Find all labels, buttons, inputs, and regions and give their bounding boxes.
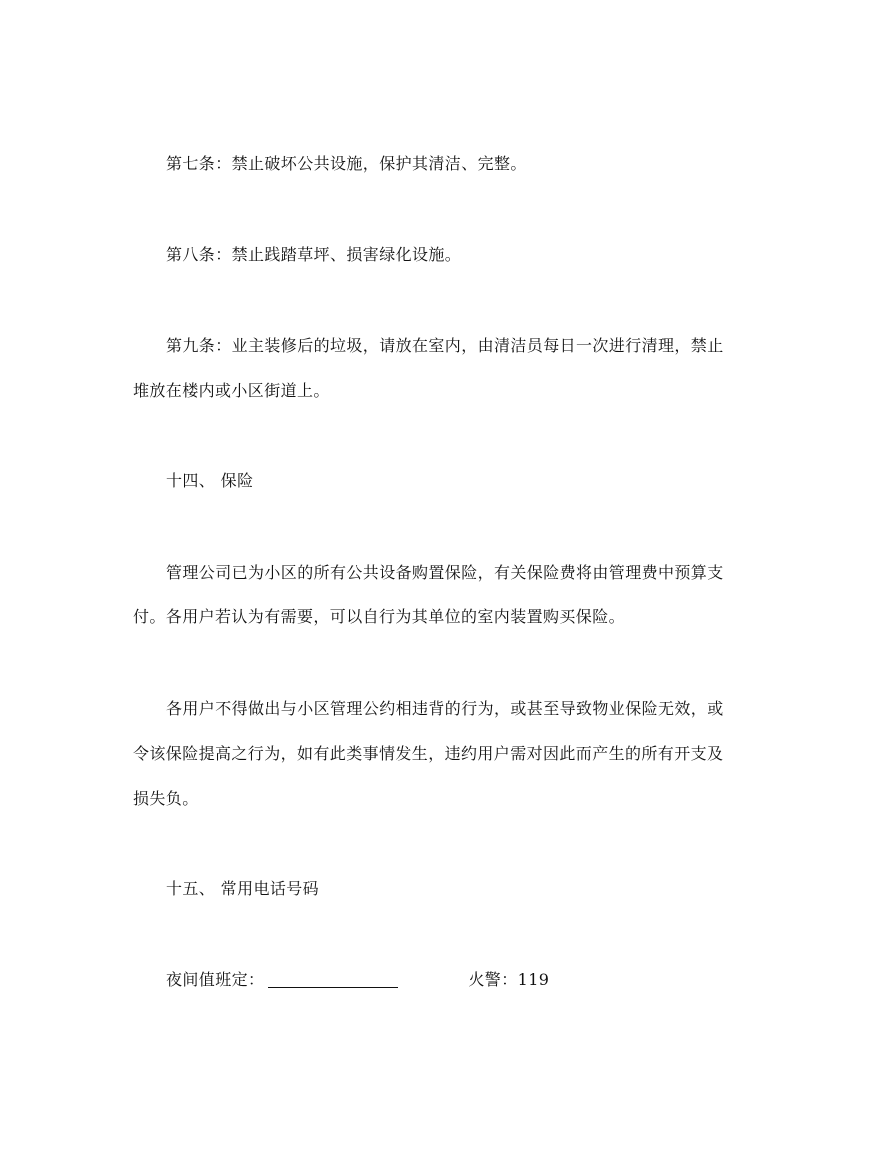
section-15-heading: 十五、 常用电话号码	[166, 879, 320, 898]
section-14-para-2-line-3: 损失负。	[133, 789, 199, 808]
article-9-line-2: 堆放在楼内或小区街道上。	[133, 381, 330, 400]
section-14-heading: 十四、 保险	[166, 471, 254, 490]
section-14-para-1-line-2: 付。各用户若认为有需要，可以自行为其单位的室内装置购买保险。	[133, 607, 626, 626]
article-8: 第八条：禁止践踏草坪、损害绿化设施。	[166, 245, 462, 264]
section-14-para-2-line-2: 令该保险提高之行为，如有此类事情发生，违约用户需对因此而产生的所有开支及	[133, 744, 724, 763]
fire-number: 119	[517, 970, 550, 989]
night-duty-label: 夜间值班定：	[166, 970, 265, 989]
section-14-para-1-line-1: 管理公司已为小区的所有公共设备购置保险，有关保险费将由管理费中预算支	[166, 563, 724, 582]
fire-label: 火警：	[468, 970, 518, 989]
phone-row	[166, 968, 773, 992]
section-14-para-2-line-1: 各用户不得做出与小区管理公约相违背的行为，或甚至导致物业保险无效，或	[166, 699, 724, 718]
article-7: 第七条：禁止破坏公共设施，保护其清洁、完整。	[166, 154, 527, 173]
article-9-line-1: 第九条：业主装修后的垃圾，请放在室内，由清洁员每日一次进行清理，禁止	[166, 336, 724, 355]
night-duty-blank	[268, 969, 398, 988]
